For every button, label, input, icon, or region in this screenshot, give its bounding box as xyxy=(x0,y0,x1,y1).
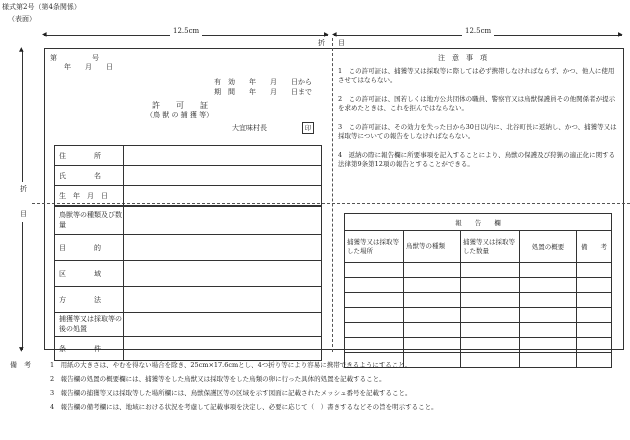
report-cell[interactable] xyxy=(461,263,520,278)
notes-title: 注 意 事 項 xyxy=(438,54,487,62)
note-item-2: 2 この許可証は、国若しくは地方公共団体の職員、警察官又は鳥獣保護員その他関係者が提示を求めたときは、これを拒んではならない。 xyxy=(338,95,616,113)
disposal-label: 捕獲等又は採取等の後の処置 xyxy=(55,313,124,337)
report-cell[interactable] xyxy=(404,323,461,338)
seal-box: 印 xyxy=(302,122,314,134)
table-row xyxy=(55,166,322,186)
report-cell[interactable] xyxy=(577,263,612,278)
table-row xyxy=(55,146,322,166)
arrow-left-icon: ◀ xyxy=(42,31,47,38)
report-cell[interactable] xyxy=(461,278,520,293)
table-row xyxy=(345,293,612,308)
holder-info-table xyxy=(54,145,322,206)
purpose-value[interactable] xyxy=(124,235,322,261)
report-cell[interactable] xyxy=(461,353,520,368)
arrow-right-icon: ▶ xyxy=(618,31,623,38)
arrow-down-icon: ▼ xyxy=(19,346,24,353)
report-cell[interactable] xyxy=(461,323,520,338)
table-row xyxy=(345,263,612,278)
report-cell[interactable] xyxy=(520,323,577,338)
note-item-3: 3 この許可証は、その効力を失った日から30日以内に、北谷町長に返納し、かつ、捕獲等又は採取等についての報告をしなければならない。 xyxy=(338,123,617,141)
table-row xyxy=(55,235,322,261)
report-header-quantity: 捕獲等又は採取等した数量 xyxy=(461,231,520,263)
report-cell[interactable] xyxy=(520,263,577,278)
form-number-label: 様式第2号（第4条関係） xyxy=(2,3,81,11)
report-cell[interactable] xyxy=(345,323,404,338)
permit-date: 年 月 日 xyxy=(64,63,113,71)
note-item-1: 1 この許可証は、捕獲等又は採取等に際しては必ず携帯しなければならず、かつ、他人に使用させてはならない。 xyxy=(338,67,615,85)
method-value[interactable] xyxy=(124,287,322,313)
report-table xyxy=(344,213,612,368)
address-value[interactable] xyxy=(124,146,322,166)
report-cell[interactable] xyxy=(577,353,612,368)
table-row xyxy=(345,278,612,293)
dimension-right: 12.5cm xyxy=(462,27,494,36)
report-cell[interactable] xyxy=(577,293,612,308)
fold-label-top: 折 xyxy=(318,39,325,47)
side-label: （表面） xyxy=(8,15,36,23)
report-cell[interactable] xyxy=(520,353,577,368)
report-cell[interactable] xyxy=(404,263,461,278)
report-cell[interactable] xyxy=(345,278,404,293)
report-cell[interactable] xyxy=(520,338,577,353)
issuer-name: 大宜味村長 xyxy=(232,124,267,132)
report-header-remarks: 備 考 xyxy=(577,231,612,263)
table-row xyxy=(345,323,612,338)
fold-label-left-2: 目 xyxy=(20,210,27,218)
table-row xyxy=(55,287,322,313)
report-cell[interactable] xyxy=(461,293,520,308)
report-cell[interactable] xyxy=(404,308,461,323)
table-row xyxy=(55,337,322,361)
permit-subtitle: （鳥 獣 の 捕 獲 等） xyxy=(146,111,214,119)
table-row xyxy=(55,207,322,235)
name-value[interactable] xyxy=(124,166,322,186)
report-cell[interactable] xyxy=(404,353,461,368)
conditions-label: 条 件 xyxy=(55,337,124,361)
species-value[interactable] xyxy=(124,207,322,235)
report-cell[interactable] xyxy=(345,293,404,308)
footer-item-1: 1 用紙の大きさは、やむを得ない場合を除き、25cm×17.6cmとし、4つ折り等により容易に携帯できるようにすること。 xyxy=(50,361,412,369)
table-row xyxy=(55,313,322,337)
report-title: 報 告 欄 xyxy=(345,214,612,231)
birthdate-value[interactable] xyxy=(124,186,322,206)
purpose-label: 目 的 xyxy=(55,235,124,261)
disposal-value[interactable] xyxy=(124,313,322,337)
vertical-fold-line xyxy=(332,38,333,352)
footer-item-4: 4 報告欄の備考欄には、地域における状況を考慮して記載事項を決定し、必要に応じて（ ）書きするなどその旨を明示すること。 xyxy=(50,403,438,411)
method-label: 方 法 xyxy=(55,287,124,313)
table-row xyxy=(55,186,322,206)
footer-label: 備 考 xyxy=(10,361,31,369)
report-cell[interactable] xyxy=(461,308,520,323)
report-cell[interactable] xyxy=(577,323,612,338)
permit-detail-table xyxy=(54,206,322,361)
report-cell[interactable] xyxy=(404,338,461,353)
name-label: 氏 名 xyxy=(55,166,124,186)
report-cell[interactable] xyxy=(520,308,577,323)
report-header-place: 捕獲等又は採取等した場所 xyxy=(345,231,404,263)
fold-label-top-2: 目 xyxy=(338,39,345,47)
report-cell[interactable] xyxy=(520,293,577,308)
arrow-up-icon: ▲ xyxy=(19,46,24,53)
report-cell[interactable] xyxy=(577,338,612,353)
birthdate-label: 生 年 月 日 xyxy=(55,186,124,206)
report-header-row xyxy=(345,231,612,263)
report-cell[interactable] xyxy=(577,278,612,293)
note-item-4: 4 返納の際に報告欄に所要事項を記入することにより、鳥獣の保護及び狩猟の適正化に関する法律第9条第12項の報告とすることができる。 xyxy=(338,151,616,169)
table-row xyxy=(55,261,322,287)
conditions-value[interactable] xyxy=(124,337,322,361)
report-cell[interactable] xyxy=(520,278,577,293)
report-cell[interactable] xyxy=(345,263,404,278)
report-cell[interactable] xyxy=(404,293,461,308)
dimension-left: 12.5cm xyxy=(170,27,202,36)
area-value[interactable] xyxy=(124,261,322,287)
arrow-right-icon: ▶ xyxy=(324,31,329,38)
permit-title: 許 可 証 xyxy=(152,101,208,110)
table-row xyxy=(345,308,612,323)
report-cell[interactable] xyxy=(404,278,461,293)
table-row xyxy=(345,338,612,353)
arrow-left-icon: ◀ xyxy=(332,31,337,38)
report-cell[interactable] xyxy=(577,308,612,323)
report-title-row xyxy=(345,214,612,231)
species-label: 鳥獣等の種類及び数量 xyxy=(55,207,124,235)
valid-to: 期 間 年 月 日まで xyxy=(214,88,312,96)
dimension-line-vertical-top xyxy=(22,50,23,182)
report-cell[interactable] xyxy=(345,338,404,353)
valid-from: 有 効 年 月 日から xyxy=(214,78,312,86)
dimension-line-vertical-bottom xyxy=(22,222,23,350)
report-header-species: 鳥獣等の種類 xyxy=(404,231,461,263)
report-cell[interactable] xyxy=(461,338,520,353)
permit-number: 第 号 xyxy=(50,54,99,62)
fold-label-left: 折 xyxy=(20,185,27,193)
report-header-disposal: 処置の概要 xyxy=(520,231,577,263)
footer-item-3: 3 報告欄の捕獲等又は採取等した場所欄には、鳥獣保護区等の区域を示す図面に記載されたメッシュ番号を記載すること。 xyxy=(50,389,412,397)
footer-item-2: 2 報告欄の処置の概要欄には、捕獲等をした鳥獣又は採取等をした鳥類の卵に行った具体的処置を記載すること。 xyxy=(50,375,386,383)
area-label: 区 域 xyxy=(55,261,124,287)
report-cell[interactable] xyxy=(345,308,404,323)
address-label: 住 所 xyxy=(55,146,124,166)
